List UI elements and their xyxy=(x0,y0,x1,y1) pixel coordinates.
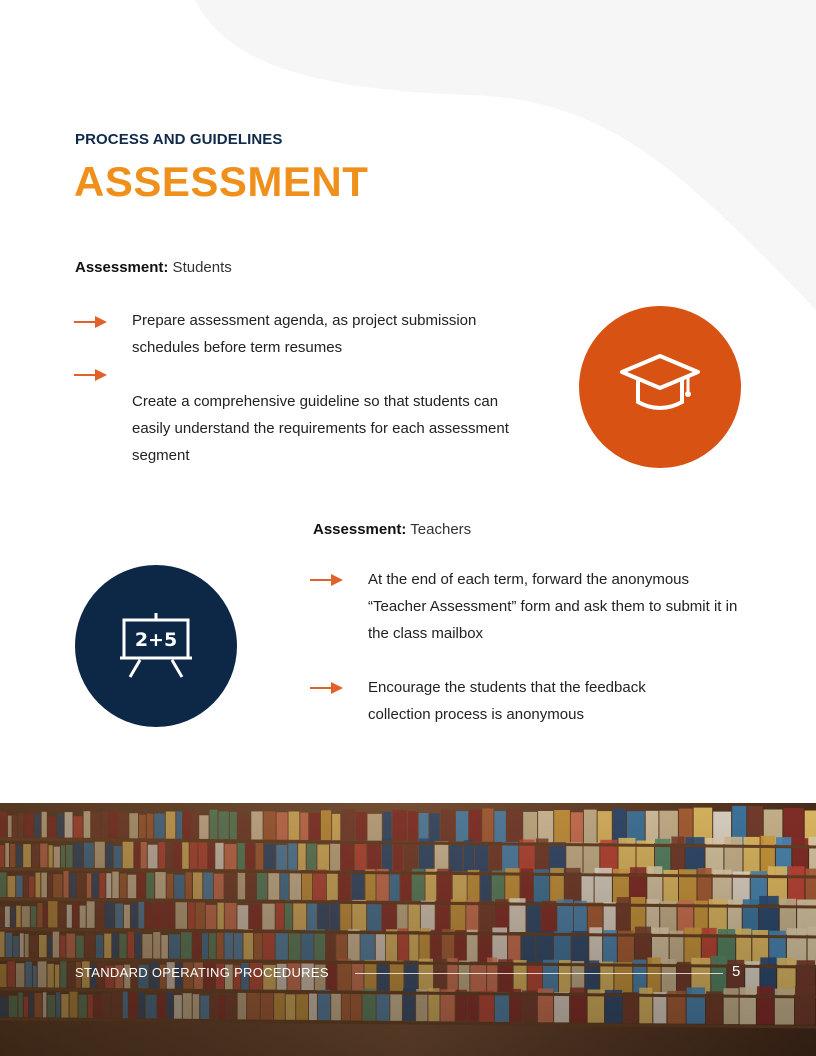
graduation-cap-icon xyxy=(618,352,702,422)
students-heading-label: Assessment: xyxy=(75,259,169,276)
arrow-icon xyxy=(74,315,108,329)
students-heading xyxy=(75,259,232,276)
arrow-icon xyxy=(74,368,108,382)
blackboard-icon xyxy=(118,611,194,681)
teachers-item-2: Encourage the students that the feedback collection process is anonymous xyxy=(368,679,646,723)
footer-divider xyxy=(355,973,723,974)
library-bookshelf-photo xyxy=(0,803,816,1056)
students-item-1: Prepare assessment agenda, as project submission schedules before term resumes xyxy=(132,312,477,356)
students-icon-circle xyxy=(579,306,741,468)
teachers-heading-label: Assessment: xyxy=(313,521,407,538)
arrow-icon xyxy=(310,681,344,695)
teachers-heading-audience: Teachers xyxy=(406,521,472,538)
teachers-icon-circle xyxy=(75,565,237,727)
students-heading-audience: Students xyxy=(168,259,232,276)
teachers-item-1: At the end of each term, forward the anonymous “Teacher Assessment” form and ask them to submit it in the class mailbox xyxy=(368,571,738,642)
section-eyebrow: PROCESS AND GUIDELINES xyxy=(75,131,283,148)
blackboard-text: 2+5 xyxy=(134,629,178,651)
footer-label: STANDARD OPERATING PROCEDURES xyxy=(75,965,329,980)
students-item-2: Create a comprehensive guideline so that students can easily understand the requirements for each assessment segment xyxy=(132,393,509,464)
teachers-heading xyxy=(313,521,471,538)
page-number: 5 xyxy=(732,963,741,980)
arrow-icon xyxy=(310,573,344,587)
page-title: ASSESSMENT xyxy=(74,158,369,205)
